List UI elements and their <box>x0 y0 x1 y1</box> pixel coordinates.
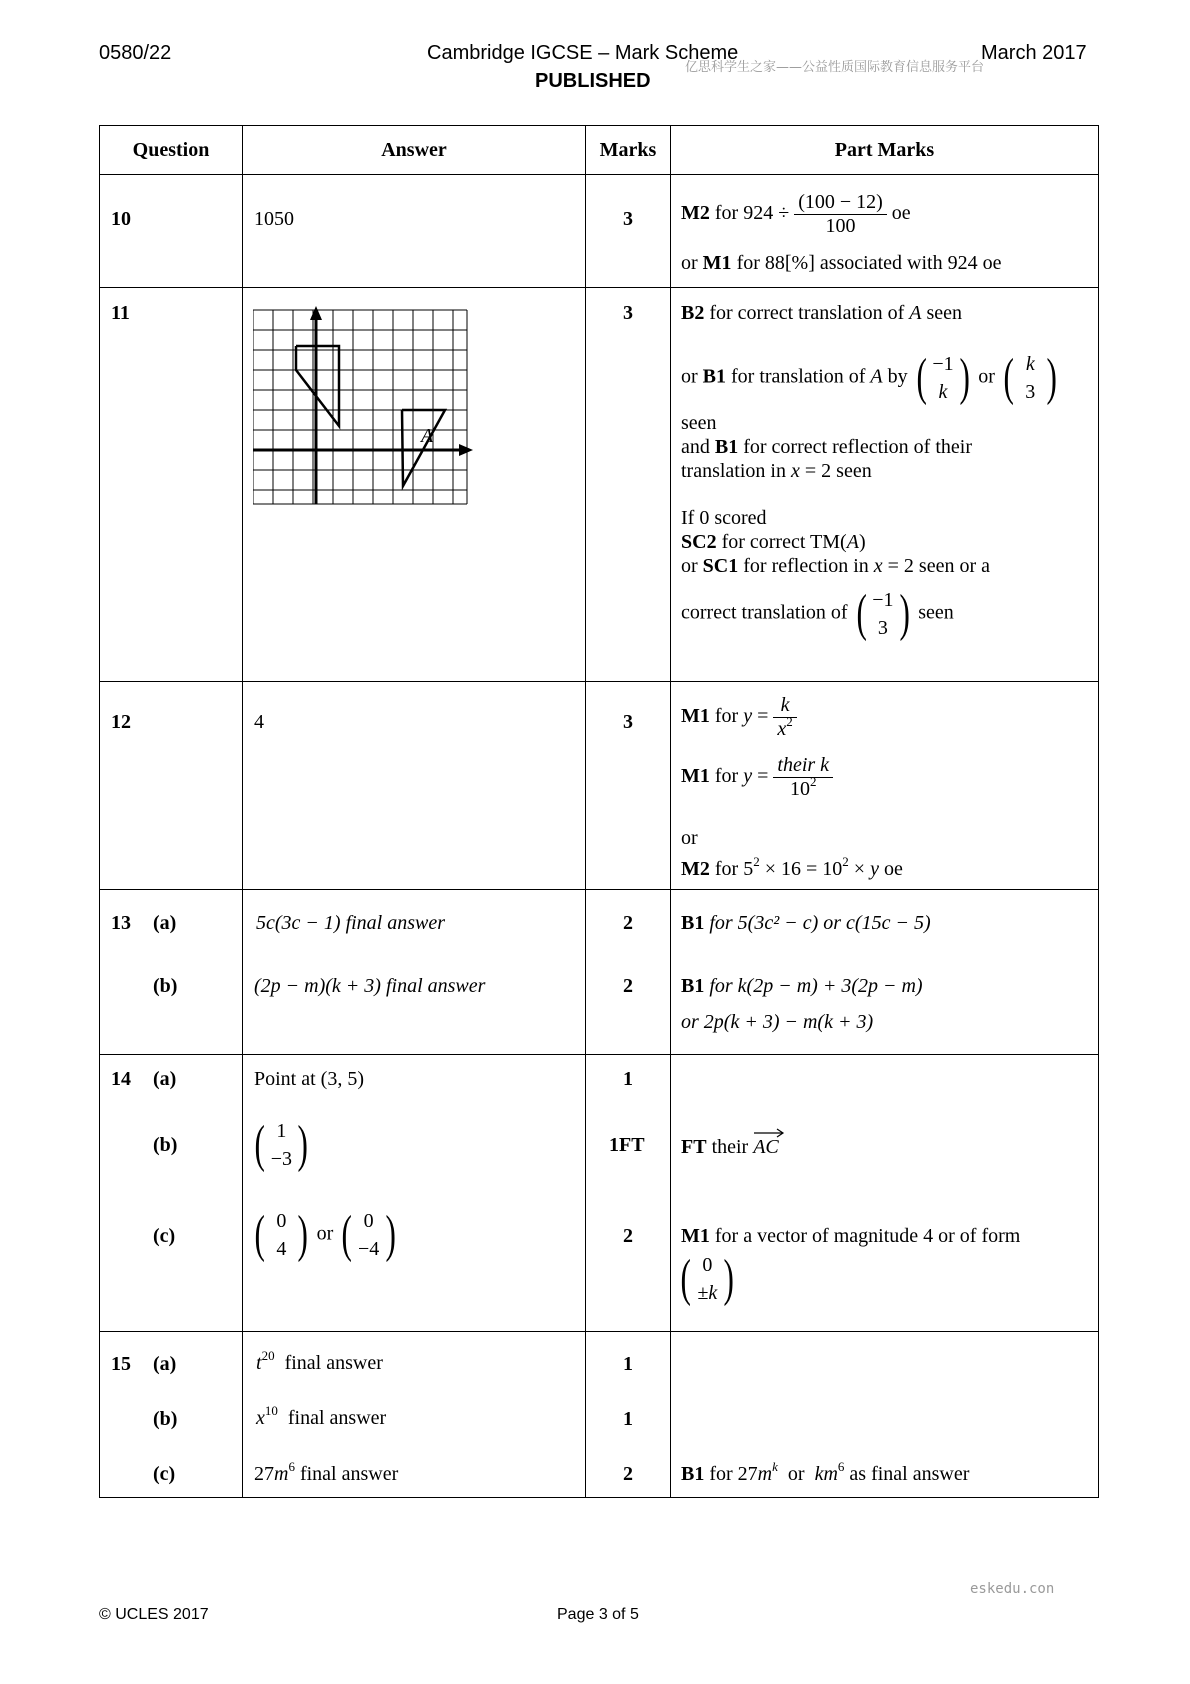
part-label: (c) <box>153 1463 176 1485</box>
text: or <box>681 827 698 849</box>
column-header-part-marks: Part Marks <box>671 126 1099 175</box>
column-vector: ( −1 k ) <box>916 349 970 406</box>
answer-value: Point at (3, 5) <box>254 1068 364 1090</box>
text: or <box>978 365 995 388</box>
fraction: $\frac{\text{their k}}{10^2}$ <box>773 754 833 801</box>
mark-code: M1 <box>681 765 710 788</box>
grid-lines <box>253 310 467 504</box>
vector-arrow-icon <box>753 1128 785 1138</box>
text: seen <box>681 412 717 434</box>
text: and <box>681 436 710 458</box>
text: by <box>887 365 908 388</box>
mark-code: SC1 <box>702 555 739 577</box>
part-label: (b) <box>153 975 178 997</box>
part-label: (b) <box>153 1408 178 1430</box>
answer-value: $x^{10}$ final answer <box>256 1403 387 1429</box>
marks-value: 1 <box>623 1353 633 1375</box>
text: x <box>790 460 800 482</box>
text: their <box>711 1136 749 1158</box>
document-title: Cambridge IGCSE – Mark Scheme <box>427 42 739 64</box>
part-label: (b) <box>153 1134 178 1156</box>
text: for correct translation of <box>709 302 905 324</box>
text: for correct TM( <box>721 531 847 553</box>
table-row-q12 <box>100 682 1099 890</box>
answer-value: $27m^6$ final answer <box>254 1459 399 1485</box>
mark-code: B1 <box>681 912 705 934</box>
text: for 5(3c² − c) or c(15c − 5) <box>709 912 931 934</box>
column-vector: ( 0 4 ) <box>254 1206 309 1263</box>
vector-ac: AC <box>753 1132 779 1159</box>
part-marks-q15: B1 for $27m^k$ or $km^6$ as final answer <box>681 1459 970 1485</box>
text: × <box>853 858 866 880</box>
question-number: 13 <box>111 912 131 934</box>
part-marks-q14 <box>671 1055 1098 1329</box>
text: × 16 = 10 <box>764 858 843 880</box>
column-vector: ( −1 3 ) <box>856 585 910 642</box>
mark-code: SC2 <box>681 531 717 553</box>
part-marks-q13 <box>671 890 1098 1052</box>
mark-code: B1 <box>681 975 705 997</box>
text: A <box>870 365 883 388</box>
mark-scheme-table <box>99 125 1099 1498</box>
text: for correct reflection of their <box>743 436 972 458</box>
mark-code: M2 <box>681 858 710 880</box>
mark-code: M1 <box>681 1225 710 1247</box>
column-vector: ( 1 −3 ) <box>254 1116 309 1173</box>
question-number: 10 <box>111 208 131 230</box>
part-marks-q10 <box>671 175 1098 285</box>
question-number: 12 <box>111 711 131 733</box>
text: for 88[%] associated with 924 oe <box>736 252 1002 274</box>
text: y <box>743 705 753 728</box>
marks-value: 3 <box>623 208 633 230</box>
mark-code: B1 <box>714 436 739 458</box>
text: x <box>873 555 883 577</box>
part-marks-q11 <box>671 288 1098 679</box>
text: = <box>757 705 769 728</box>
column-vector: ( 0 −4 ) <box>341 1206 396 1263</box>
shape-a <box>402 410 445 486</box>
fraction: $\frac{k}{x^2}$ <box>773 694 796 741</box>
table-row-q14 <box>100 1055 1099 1332</box>
question-number: 15 <box>111 1353 131 1375</box>
question-number: 14 <box>111 1068 131 1090</box>
answer-value: $t^{20}$ final answer <box>256 1348 383 1374</box>
text: for reflection in <box>743 555 869 577</box>
exam-date: March 2017 <box>981 42 1087 64</box>
column-header-marks: Marks <box>586 126 671 175</box>
part-label: (a) <box>153 1068 177 1090</box>
mark-code: B1 <box>681 1463 705 1485</box>
text: for 924 ÷ <box>714 202 790 225</box>
text: for translation of <box>731 365 866 388</box>
text: = <box>757 765 769 788</box>
table-row-q15 <box>100 1332 1099 1498</box>
marks-value: 2 <box>623 975 633 997</box>
paper-code: 0580/22 <box>99 42 172 64</box>
column-vector: ( k 3 ) <box>1003 349 1058 406</box>
text: y <box>870 858 879 880</box>
marks-value: 2 <box>623 1463 633 1485</box>
text: = 2 seen or a <box>887 555 990 577</box>
mark-code: M1 <box>702 252 732 274</box>
answer-value: 5c(3c − 1) final answer <box>256 912 446 934</box>
mark-code: M1 <box>681 705 710 728</box>
translation-grid-diagram <box>253 306 473 506</box>
marks-value: 1 <box>623 1068 633 1090</box>
text: y <box>743 765 753 788</box>
part-label: (c) <box>153 1225 176 1247</box>
site-watermark: eskedu.con <box>970 1581 1055 1597</box>
text: as final answer <box>849 1463 970 1485</box>
mark-code: FT <box>681 1136 707 1158</box>
question-number: 11 <box>111 302 130 324</box>
text: oe <box>891 202 911 225</box>
text: seen <box>918 601 954 624</box>
part-marks-q12: M1 for y = $\frac{k}{x^2}$ M1 for y = $\frac{\text{their k}}{10^2}$ or M2 for $5^2 \times 16 = 10^2 \times y$ oe <box>681 694 903 880</box>
part-label: (a) <box>153 912 177 934</box>
text: 5 <box>743 858 754 880</box>
text: for 27 <box>709 1463 758 1485</box>
text: A <box>846 531 859 553</box>
text: or <box>681 365 698 388</box>
text: seen <box>926 302 963 324</box>
x-axis-arrow <box>459 444 473 456</box>
text: or <box>681 555 698 577</box>
published-label: PUBLISHED <box>535 70 651 92</box>
copyright: © UCLES 2017 <box>99 1606 209 1623</box>
marks-value: 1FT <box>609 1134 645 1156</box>
mark-code: B1 <box>702 365 727 388</box>
column-header-question: Question <box>100 126 243 175</box>
column-vector: ( 0 ±k ) <box>680 1250 735 1307</box>
part-label: (a) <box>153 1353 177 1375</box>
table-row-q13 <box>100 890 1099 1055</box>
text: for k(2p − m) + 3(2p − m) <box>709 975 923 997</box>
text: oe <box>883 858 903 880</box>
text: A <box>909 302 922 324</box>
watermark-text: 亿思科学生之家——公益性质国际教育信息服务平台 <box>685 60 985 75</box>
marks-value: 2 <box>623 1225 633 1247</box>
text: for <box>714 765 739 788</box>
text: translation in <box>681 460 786 482</box>
table-header-row <box>100 126 1099 175</box>
answer-value: 1050 <box>254 208 294 230</box>
text: correct translation of <box>681 601 848 624</box>
text: for a vector of magnitude 4 or of form <box>714 1225 1021 1247</box>
marks-value: 3 <box>623 711 633 733</box>
answer-value: (2p − m)(k + 3) final answer <box>254 975 486 997</box>
text: If 0 scored <box>681 507 767 529</box>
marks-value: 3 <box>623 302 633 324</box>
text: or 2p(k + 3) − m(k + 3) <box>681 1011 874 1033</box>
text: for <box>714 858 739 880</box>
text: or <box>316 1222 334 1245</box>
page-number: Page 3 of 5 <box>557 1606 639 1623</box>
mark-code: B2 <box>681 302 705 324</box>
marks-value: 2 <box>623 912 633 934</box>
shape-a-label: A <box>421 425 434 447</box>
y-axis-arrow <box>310 306 322 320</box>
column-header-answer: Answer <box>243 126 586 175</box>
table-row-q10 <box>100 175 1099 288</box>
answer-value: 4 <box>254 711 264 733</box>
fraction: $\frac{(100 - 12)}{100}$ <box>794 191 887 238</box>
marks-value: 1 <box>623 1408 633 1430</box>
text: ) <box>858 531 866 553</box>
mark-code: M2 <box>681 202 710 225</box>
text: for <box>714 705 739 728</box>
text: or <box>681 252 698 274</box>
text: or <box>787 1463 805 1485</box>
text: = 2 seen <box>804 460 872 482</box>
table-row-q11 <box>100 288 1099 682</box>
